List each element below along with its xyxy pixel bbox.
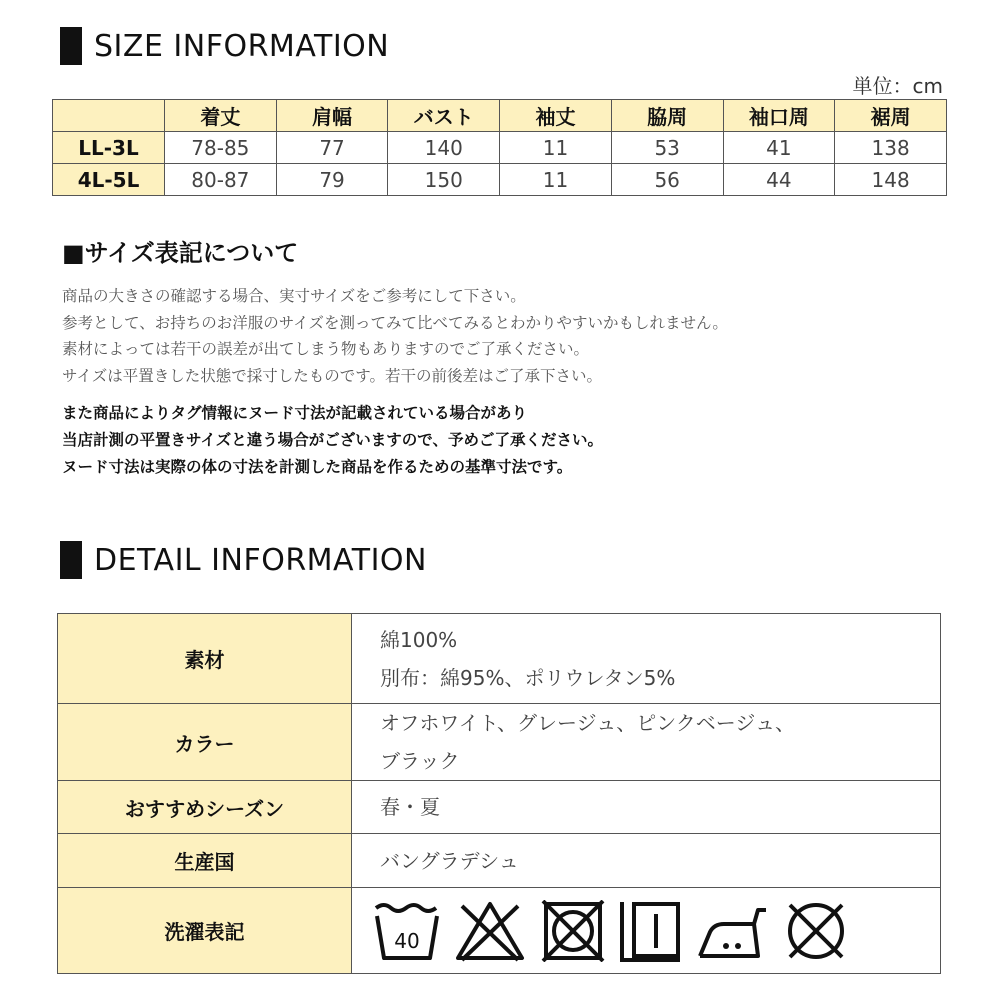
detail-value-line: 別布：綿95%、ポリウレタン5% — [380, 665, 676, 690]
detail-label-country: 生産国 — [58, 834, 352, 888]
size-cell: 138 — [835, 132, 947, 164]
size-cell: 56 — [611, 164, 723, 196]
detail-value-line: オフホワイト、グレージュ、ピンクベージュ、 — [380, 711, 795, 735]
unit-label: 単位：cm — [852, 74, 943, 98]
size-cell: 79 — [276, 164, 388, 196]
size-cell: 78-85 — [165, 132, 277, 164]
table-row — [58, 888, 941, 974]
size-cell: 140 — [388, 132, 500, 164]
detail-value-line: バングラデシュ — [380, 848, 519, 873]
wash-40-icon — [374, 900, 440, 962]
detail-value-season — [352, 781, 941, 834]
size-cell: 150 — [388, 164, 500, 196]
detail-label-season: おすすめシーズン — [58, 781, 352, 834]
size-col-header: 裾周 — [835, 100, 947, 132]
table-row — [58, 781, 941, 834]
size-table — [52, 99, 947, 196]
size-cell: 41 — [723, 132, 835, 164]
iron-medium-icon — [696, 900, 770, 962]
table-row — [53, 164, 947, 196]
size-col-header: バスト — [388, 100, 500, 132]
size-row-label: 4L-5L — [53, 164, 165, 196]
size-cell: 11 — [500, 164, 612, 196]
note-line: 参考として、お持ちのお洋服のサイズを測ってみて比べてみるとわかりやすいかもしれません。 — [62, 313, 728, 332]
size-row-label: LL-3L — [53, 132, 165, 164]
note-bold-line: 当店計測の平置きサイズと違う場合がございますので、予めご了承ください。 — [62, 431, 603, 449]
table-row — [53, 132, 947, 164]
size-col-header: 着丈 — [165, 100, 277, 132]
size-cell: 80-87 — [165, 164, 277, 196]
detail-table — [57, 613, 941, 974]
line-dry-shade-icon — [620, 900, 682, 962]
detail-value-color — [352, 704, 941, 781]
note-bold-line: また商品によりタグ情報にヌード寸法が記載されている場合があり — [62, 404, 528, 422]
detail-section-title: DETAIL INFORMATION — [94, 542, 427, 578]
size-section-title: SIZE INFORMATION — [94, 28, 390, 64]
note-line: サイズは平置きした状態で採寸したものです。若干の前後差はご了承下さい。 — [62, 366, 603, 385]
size-col-header: 肩幅 — [276, 100, 388, 132]
table-row — [58, 704, 941, 781]
size-section-header — [60, 27, 389, 65]
size-col-header: 脇周 — [611, 100, 723, 132]
size-notes-bold — [62, 400, 603, 481]
detail-value-country — [352, 834, 941, 888]
table-row — [58, 834, 941, 888]
no-bleach-icon — [454, 900, 526, 962]
note-line: 商品の大きさの確認する場合、実寸サイズをご参考にして下さい。 — [62, 287, 526, 305]
detail-section-header — [60, 541, 427, 579]
detail-label-color: カラー — [58, 704, 352, 781]
size-cell: 53 — [611, 132, 723, 164]
size-col-header: 袖口周 — [723, 100, 835, 132]
size-cell: 11 — [500, 132, 612, 164]
size-notes — [62, 283, 728, 389]
note-bold-line: ヌード寸法は実際の体の寸法を計測した商品を作るための基準寸法です。 — [62, 458, 573, 476]
size-col-header — [53, 100, 165, 132]
detail-value-line: ブラック — [380, 749, 460, 773]
section-bar — [60, 541, 82, 579]
size-col-header: 袖丈 — [500, 100, 612, 132]
table-row — [58, 614, 941, 704]
detail-label-material: 素材 — [58, 614, 352, 704]
note-line: 素材によっては若干の誤差が出てしまう物もありますのでご了承ください。 — [62, 340, 590, 358]
size-table-header-row — [53, 100, 947, 132]
no-dry-clean-icon — [784, 900, 848, 962]
size-cell: 148 — [835, 164, 947, 196]
size-notes-title: ■サイズ表記について — [62, 239, 299, 267]
wash-temp-label: 40 — [394, 928, 420, 953]
size-cell: 77 — [276, 132, 388, 164]
detail-label-care: 洗濯表記 — [58, 888, 352, 974]
care-icons — [352, 900, 940, 962]
size-cell: 44 — [723, 164, 835, 196]
section-bar — [60, 27, 82, 65]
no-tumble-dry-icon — [540, 900, 606, 962]
detail-value-line: 綿100% — [380, 627, 458, 652]
detail-value-material — [352, 614, 941, 704]
detail-value-care — [352, 888, 941, 974]
detail-value-line: 春・夏 — [380, 795, 440, 819]
